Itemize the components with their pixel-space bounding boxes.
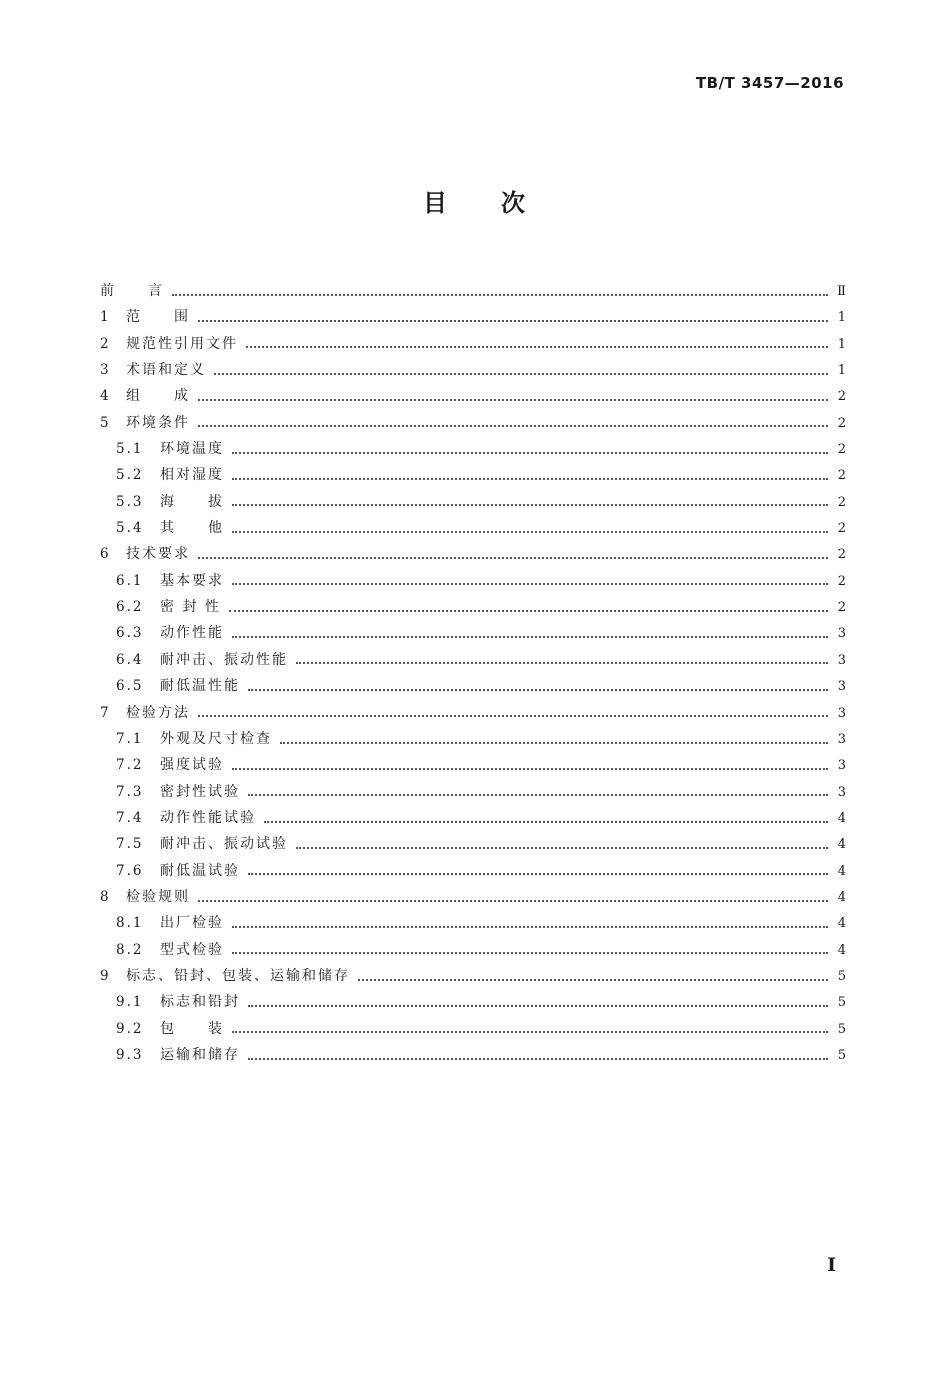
toc-entry[interactable]	[100, 752, 846, 778]
toc-entry-number: 6.3	[116, 625, 144, 642]
toc-entry-label: 环境温度	[160, 441, 224, 458]
table-of-contents	[100, 278, 846, 1068]
toc-entry-label: 强度试验	[160, 757, 224, 774]
toc-entry[interactable]	[100, 937, 846, 963]
dot-leader	[232, 635, 828, 638]
dot-leader	[248, 872, 828, 875]
toc-entry-page: 2	[837, 415, 846, 431]
toc-entry[interactable]	[100, 805, 846, 831]
toc-entry-page: 5	[837, 995, 846, 1011]
toc-entry-number: 7.2	[116, 757, 144, 774]
dot-leader	[229, 609, 828, 612]
toc-entry-label: 技术要求	[126, 546, 190, 563]
toc-entry-number: 8	[100, 888, 110, 905]
dot-leader	[232, 767, 828, 770]
toc-entry-label: 环境条件	[126, 414, 190, 431]
dot-leader	[214, 372, 828, 375]
toc-entry-page: 3	[837, 679, 846, 695]
toc-entry-label: 基本要求	[160, 572, 224, 589]
dot-leader	[172, 293, 828, 296]
toc-entry[interactable]	[100, 673, 846, 699]
dot-leader	[198, 319, 828, 322]
dot-leader	[198, 424, 828, 427]
toc-entry-number: 1	[100, 309, 110, 326]
toc-entry-page: 2	[837, 600, 846, 616]
toc-entry-label: 动作性能	[160, 625, 224, 642]
toc-entry[interactable]	[100, 462, 846, 488]
toc-entry[interactable]	[100, 1016, 846, 1042]
toc-entry[interactable]	[100, 910, 846, 936]
toc-entry[interactable]	[100, 568, 846, 594]
toc-entry-page: 2	[837, 573, 846, 589]
toc-entry[interactable]	[100, 541, 846, 567]
toc-entry-page: 2	[837, 442, 846, 458]
toc-entry-label: 动作性能试验	[160, 809, 256, 826]
toc-entry[interactable]	[100, 410, 846, 436]
toc-entry-number: 5.4	[116, 520, 144, 537]
toc-entry-page: 5	[837, 1047, 846, 1063]
toc-entry-label: 相对湿度	[160, 467, 224, 484]
toc-entry-page: 4	[837, 837, 846, 853]
toc-entry-page: 5	[837, 1021, 846, 1037]
toc-entry[interactable]	[100, 594, 846, 620]
toc-entry-page: 3	[837, 705, 846, 721]
toc-entry-label: 外观及尺寸检查	[160, 730, 272, 747]
toc-entry-label: 组 成	[126, 388, 190, 405]
toc-entry-label: 密封性试验	[160, 783, 240, 800]
dot-leader	[232, 1030, 828, 1033]
dot-leader	[198, 556, 828, 559]
toc-entry[interactable]	[100, 779, 846, 805]
dot-leader	[232, 951, 828, 954]
toc-entry-number: 6.2	[116, 599, 144, 616]
toc-entry-number: 6.5	[116, 678, 144, 695]
toc-entry-number: 9.1	[116, 994, 144, 1011]
toc-entry-number: 7.6	[116, 862, 144, 879]
toc-entry-number: 8.1	[116, 915, 144, 932]
toc-entry-number: 7.5	[116, 836, 144, 853]
toc-entry-number: 9.2	[116, 1020, 144, 1037]
toc-entry[interactable]	[100, 963, 846, 989]
toc-entry-number: 5.2	[116, 467, 144, 484]
toc-entry-number: 7.1	[116, 730, 144, 747]
toc-entry-number: 5.1	[116, 441, 144, 458]
toc-entry-label: 前 言	[100, 283, 164, 299]
toc-entry-label: 检验方法	[126, 704, 190, 721]
toc-entry-page: 2	[837, 468, 846, 484]
toc-entry-page: Ⅱ	[837, 284, 846, 299]
page-number: Ⅰ	[827, 1254, 836, 1276]
toc-entry-page: 3	[837, 626, 846, 642]
toc-entry[interactable]	[100, 383, 846, 409]
toc-entry-label: 术语和定义	[126, 362, 206, 379]
toc-entry[interactable]	[100, 647, 846, 673]
toc-entry-page: 2	[837, 494, 846, 510]
toc-entry-label: 型式检验	[160, 941, 224, 958]
toc-entry-number: 6.1	[116, 572, 144, 589]
dot-leader	[198, 398, 828, 401]
dot-leader	[232, 530, 828, 533]
toc-entry-page: 1	[837, 310, 846, 326]
toc-entry-number: 3	[100, 362, 110, 379]
toc-entry-label: 耐冲击、振动性能	[160, 651, 288, 668]
toc-entry-label: 标志和铅封	[160, 994, 240, 1011]
toc-entry-number: 8.2	[116, 941, 144, 958]
dot-leader	[246, 345, 828, 348]
toc-entry[interactable]	[100, 884, 846, 910]
page-title: 目 次	[423, 189, 527, 217]
dot-leader	[198, 899, 828, 902]
toc-entry-page: 4	[837, 916, 846, 932]
toc-entry[interactable]	[100, 489, 846, 515]
toc-entry[interactable]	[100, 1042, 846, 1068]
toc-entry-number: 7.4	[116, 809, 144, 826]
toc-entry-label: 耐冲击、振动试验	[160, 836, 288, 853]
toc-entry-number: 7.3	[116, 783, 144, 800]
toc-entry[interactable]	[100, 989, 846, 1015]
toc-entry-number: 6	[100, 546, 110, 563]
toc-entry-page: 2	[837, 547, 846, 563]
toc-entry[interactable]	[100, 620, 846, 646]
toc-entry-number: 9	[100, 967, 110, 984]
toc-entry-page: 4	[837, 810, 846, 826]
dot-leader	[232, 925, 828, 928]
dot-leader	[232, 451, 828, 454]
toc-entry-number: 4	[100, 388, 110, 405]
dot-leader	[232, 477, 828, 480]
toc-entry-label: 海 拔	[160, 493, 224, 510]
dot-leader	[296, 661, 828, 664]
toc-entry-number: 5.3	[116, 493, 144, 510]
toc-entry[interactable]	[100, 304, 846, 330]
toc-entry-number: 6.4	[116, 651, 144, 668]
toc-entry[interactable]	[100, 357, 846, 383]
toc-entry[interactable]	[100, 278, 846, 304]
toc-entry[interactable]	[100, 726, 846, 752]
toc-entry-label: 包 装	[160, 1020, 224, 1037]
toc-entry-page: 2	[837, 389, 846, 405]
toc-entry-page: 3	[837, 758, 846, 774]
toc-entry-page: 3	[837, 784, 846, 800]
toc-entry-label: 标志、铅封、包装、运输和储存	[126, 967, 350, 984]
dot-leader	[280, 741, 828, 744]
dot-leader	[264, 820, 828, 823]
toc-entry-number: 2	[100, 335, 110, 352]
toc-entry-page: 1	[837, 363, 846, 379]
toc-entry-page: 2	[837, 521, 846, 537]
dot-leader	[232, 503, 828, 506]
toc-entry-label: 运输和储存	[160, 1046, 240, 1063]
toc-entry-label: 范 围	[126, 309, 190, 326]
toc-entry-label: 耐低温试验	[160, 862, 240, 879]
toc-entry-page: 3	[837, 652, 846, 668]
dot-leader	[248, 793, 828, 796]
toc-entry-label: 其 他	[160, 520, 224, 537]
dot-leader	[358, 978, 828, 981]
toc-entry-page: 4	[837, 942, 846, 958]
toc-entry-number: 9.3	[116, 1046, 144, 1063]
toc-entry-page: 4	[837, 889, 846, 905]
toc-entry-page: 3	[837, 731, 846, 747]
dot-leader	[232, 582, 828, 585]
toc-entry-page: 5	[837, 968, 846, 984]
dot-leader	[198, 714, 828, 717]
dot-leader	[296, 846, 828, 849]
dot-leader	[248, 1057, 828, 1060]
toc-entry-label: 检验规则	[126, 888, 190, 905]
dot-leader	[248, 1004, 828, 1007]
standard-code: TB/T 3457—2016	[695, 74, 844, 92]
toc-entry-number: 7	[100, 704, 110, 721]
toc-entry[interactable]	[100, 858, 846, 884]
toc-entry[interactable]	[100, 831, 846, 857]
toc-entry[interactable]	[100, 331, 846, 357]
toc-entry[interactable]	[100, 436, 846, 462]
toc-entry-label: 出厂检验	[160, 915, 224, 932]
toc-entry-page: 4	[837, 863, 846, 879]
toc-entry-label: 耐低温性能	[160, 678, 240, 695]
toc-entry[interactable]	[100, 515, 846, 541]
toc-entry-page: 1	[837, 336, 846, 352]
toc-entry-label: 规范性引用文件	[126, 335, 238, 352]
toc-entry-number: 5	[100, 414, 110, 431]
dot-leader	[248, 688, 828, 691]
toc-entry[interactable]	[100, 700, 846, 726]
toc-entry-label: 密 封 性	[160, 599, 221, 616]
